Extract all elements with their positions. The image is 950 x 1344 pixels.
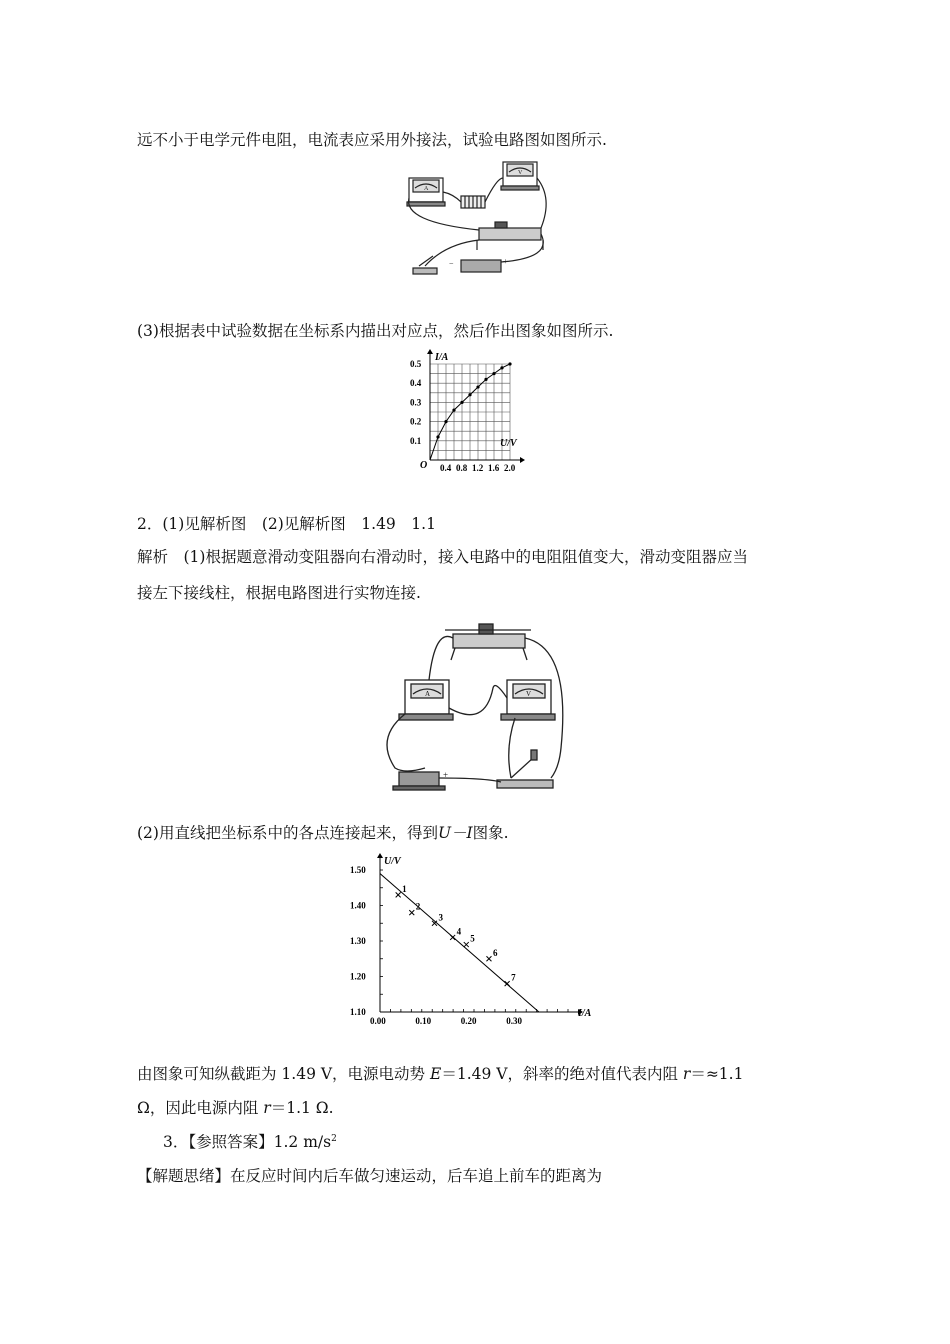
data-point [492,372,495,375]
x-axis-label: I/A [578,1008,592,1019]
text-span: (2)用直线把坐标系中的各点连接起来，得到 [137,824,438,842]
x-tick-label: 0.10 [415,1016,432,1026]
ammeter-label: A [424,186,429,192]
text-span: 3．【参照答案】1.2 m/s [163,1133,332,1151]
voltmeter-label: V [526,690,532,698]
y-tick-label: 0.2 [410,416,422,427]
circuit-figure-1 [405,158,555,284]
answer-line [163,1130,337,1152]
ammeter-icon [399,680,453,720]
data-point-label: 2 [415,901,421,912]
text-span: 2 [331,1133,337,1144]
data-point [500,366,503,369]
paragraph-line [137,1096,334,1118]
y-tick-label: 0.3 [410,397,422,408]
text-span: ＝1.1 Ω. [270,1099,334,1117]
x-tick-label: 0.4 [440,463,452,473]
y-axis-arrow [377,853,383,858]
data-point-label: 6 [492,947,498,958]
data-point-label: 5 [470,933,475,944]
y-tick-label: 0.1 [410,435,422,446]
y-axis-label: U/V [384,856,401,867]
rheostat-icon [445,624,531,660]
ammeter-icon [407,178,445,206]
iu-chart [402,348,542,478]
component-coil-icon [461,196,485,208]
text-span: ＝≈1.1 [690,1065,744,1083]
x-tick-label: 1.6 [488,463,500,473]
y-tick-label: 1.40 [350,900,366,911]
circuit-figure-2 [375,618,575,800]
x-tick-label: 0.20 [460,1016,477,1026]
text-span: U－I [437,824,473,842]
data-point [468,393,471,396]
x-tick-label: 2.0 [504,463,516,473]
paragraph-line: 解析 (1)根据题意滑动变阻器向右滑动时，接入电路中的电阻阻值变大，滑动变阻器应当 [137,548,748,566]
data-point [452,408,455,411]
ui-chart [348,850,608,1030]
y-tick-label: 1.20 [350,971,366,982]
text-span: r [263,1099,271,1117]
data-point-label: 4 [456,926,462,937]
svg-text:+: + [503,257,508,266]
paragraph-line [137,821,509,843]
x-axis-arrow [520,457,525,463]
x-tick-label: 0.8 [456,463,468,473]
data-point-marker [409,910,414,915]
origin-label: O [420,460,428,471]
text-span: ＝1.49 V，斜率的绝对值代表内阻 [441,1065,683,1083]
data-point-marker [505,981,510,986]
paragraph-line: 【解题思绪】在反应时间内后车做匀速运动，后车追上前车的距离为 [137,1167,603,1185]
data-point [476,385,479,388]
y-tick-label: 1.10 [350,1007,366,1017]
x-tick-label: 0.30 [506,1016,522,1026]
paragraph-line: 接左下接线柱，根据电路图进行实物连接. [137,584,421,602]
paragraph-line [137,1062,743,1084]
data-point-label: 7 [511,972,516,983]
ammeter-label: A [425,690,431,698]
x-tick-label: 1.2 [472,463,484,473]
text-span: 图象. [472,824,509,842]
y-axis-label: I/A [435,352,449,363]
y-tick-label: 0.4 [410,378,422,389]
voltmeter-icon [501,162,539,190]
paragraph-line: (3)根据表中试验数据在坐标系内描出对应点，然后作出图象如图所示. [137,322,614,340]
battery-icon [393,770,448,790]
answer-line: 2．(1)见解析图 (2)见解析图 1.49 1.1 [137,515,436,533]
text-span: E [430,1065,442,1083]
data-point [436,435,439,438]
data-point [460,401,463,404]
data-point [444,420,447,423]
data-point-label: 3 [438,912,443,923]
data-point-marker [396,892,401,897]
y-tick-label: 1.50 [350,865,366,875]
battery-icon [449,257,508,272]
paragraph-line: 远不小于电学元件电阻，电流表应采用外接法，试验电路图如图所示. [137,131,607,149]
data-point-marker [464,942,469,947]
svg-text:−: − [449,259,454,268]
voltmeter-icon [501,680,555,720]
data-point [484,378,487,381]
x-axis-label: U/V [500,438,517,449]
data-point-label: 1 [402,883,407,894]
x-tick-label: 0.00 [370,1016,386,1026]
text-span: Ω，因此电源内阻 [137,1099,264,1117]
battery-plus-label: + [443,770,449,780]
fit-line [380,874,539,1012]
data-point [508,362,511,365]
text-span: r [682,1065,691,1083]
text-span: 由图象可知纵截距为 1.49 V，电源电动势 [137,1065,430,1083]
y-tick-label: 0.5 [410,359,422,369]
rheostat-icon [477,222,543,250]
data-point-marker [450,935,455,940]
data-point-marker [486,956,491,961]
switch-icon [497,750,553,788]
y-tick-label: 1.30 [350,936,366,946]
y-axis-arrow [427,349,433,354]
voltmeter-label: V [518,170,523,176]
